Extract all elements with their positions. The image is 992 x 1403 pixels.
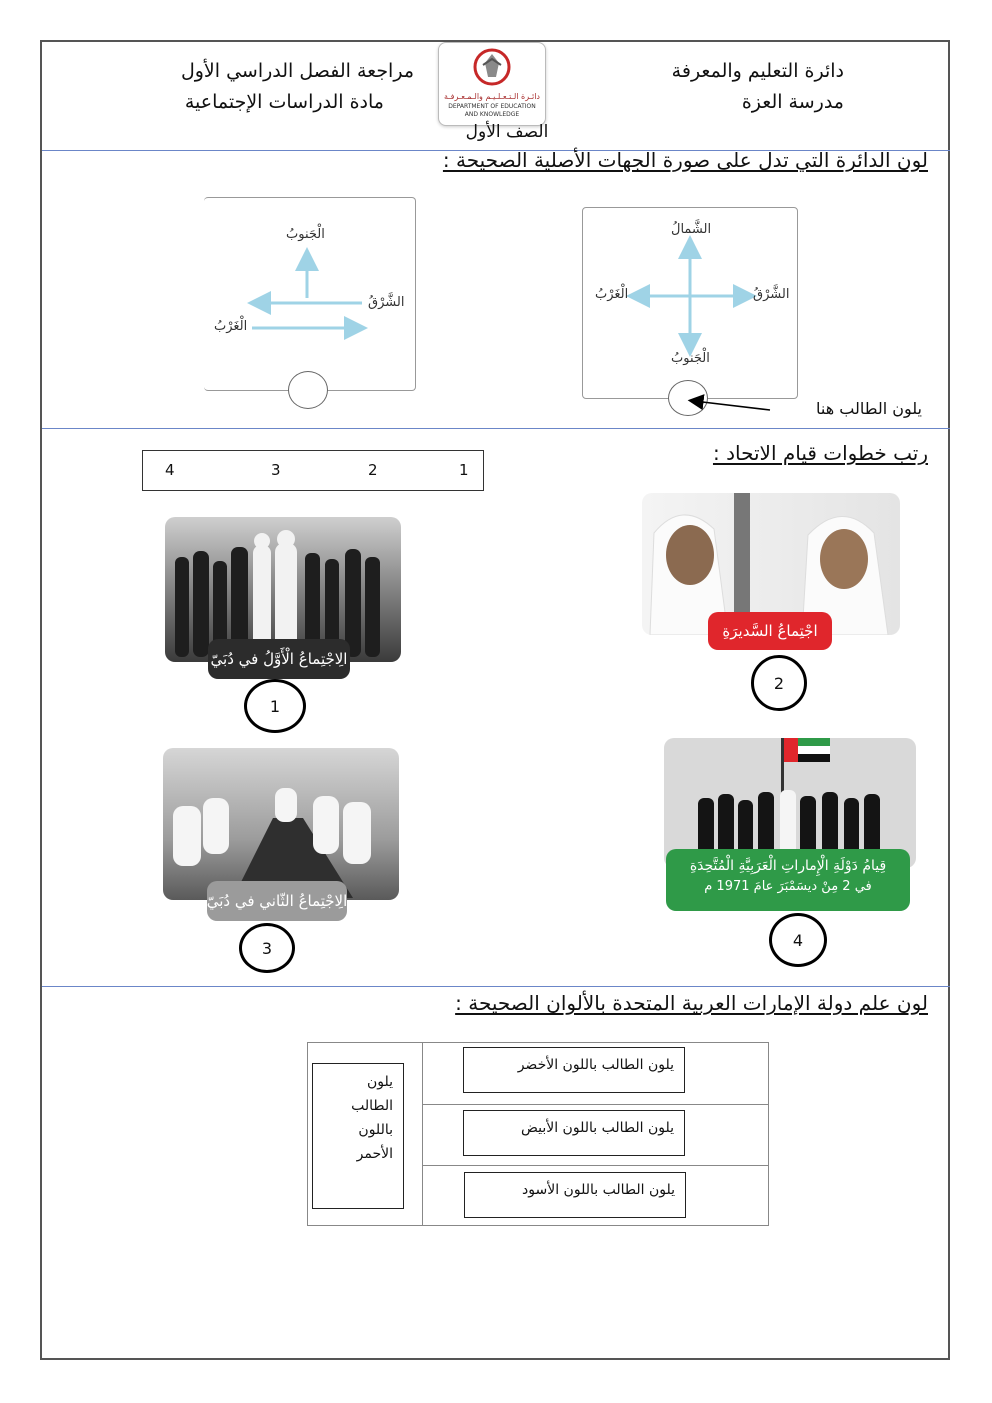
question-2-prompt: رتب خطوات قيام الاتحاد : <box>712 441 928 465</box>
pointer-arrow-icon <box>686 394 776 414</box>
correct-directions-card <box>582 207 798 399</box>
wrong-top-label: الْجَنوبُ <box>286 227 325 242</box>
second-dubai-meeting-caption: الِاجْتِماعُ الثّاني في دُبَيّ <box>207 881 347 921</box>
color-here-hint: يلون الطالب هنا <box>816 399 922 418</box>
review-title: مراجعة الفصل الدراسي الأول <box>180 60 414 82</box>
wrong-right-label: الشَّرْقُ <box>368 295 405 310</box>
north-label: الشَّمالُ <box>671 222 712 237</box>
uae-formation-caption <box>666 849 910 911</box>
uae-formation-caption-line2: في 2 مِنْ ديسَمْبَرَ عامَ 1971 م <box>704 879 872 894</box>
second-dubai-meeting-photo <box>163 748 399 900</box>
logo-english-text-1: DEPARTMENT OF EDUCATION <box>448 103 536 110</box>
red-label-line: الطالب <box>351 1098 393 1114</box>
answer-circle-2[interactable]: 2 <box>751 655 807 711</box>
flag-red-icon <box>784 738 798 762</box>
section-divider <box>42 986 950 987</box>
red-label-line: يلون <box>366 1074 393 1090</box>
logo-arabic-text: دائـرة الـتـعـلـيـم والـمـعـرفـة <box>444 92 540 101</box>
order-slot-4: 4 <box>165 461 175 479</box>
grade-label: الصف الأول <box>465 122 549 142</box>
flag-divider <box>423 1104 768 1105</box>
west-label: الْغَرْبُ <box>595 287 629 302</box>
question-3-prompt: لون علم دولة الإمارات العربية المتحدة بالألوان الصحيحة : <box>455 991 928 1015</box>
department-logo <box>438 42 546 126</box>
east-label: الشَّرْقُ <box>753 287 790 302</box>
order-answer-box[interactable] <box>142 450 484 491</box>
order-slot-3: 3 <box>271 461 281 479</box>
red-band-label-box[interactable] <box>312 1063 404 1209</box>
uae-formation-caption-line1: قِيامُ دَوْلَةِ الْإِماراتِ الْعَرَبِيَّةِ الْمُتَّحِدَةِ <box>689 858 887 874</box>
red-label-line: الأحمر <box>356 1146 393 1162</box>
answer-circle-4[interactable]: 4 <box>769 913 827 967</box>
green-stripe-box[interactable] <box>463 1047 685 1093</box>
answer-circle-3[interactable]: 3 <box>239 923 295 973</box>
order-slot-2: 2 <box>368 461 378 479</box>
subject-name: مادة الدراسات الإجتماعية <box>184 91 384 113</box>
sudaira-meeting-caption: اجْتِماعُ السَّديرَةِ <box>708 612 832 650</box>
falcon-emblem-icon <box>439 43 545 93</box>
flag-divider <box>422 1043 423 1225</box>
order-slot-1: 1 <box>459 461 469 479</box>
black-stripe-box[interactable] <box>464 1172 686 1218</box>
section-divider <box>42 428 950 429</box>
question-1-prompt: لون الدائرة التي تدل على صورة الجهات الأصلية الصحيحة : <box>442 148 928 172</box>
flag-divider <box>423 1165 768 1166</box>
red-label-line: باللون <box>358 1122 393 1138</box>
white-stripe-label: يلون الطالب باللون الأبيض <box>520 1120 674 1136</box>
south-label: الْجَنوبُ <box>671 351 710 366</box>
white-stripe-box[interactable] <box>463 1110 685 1156</box>
black-stripe-label: يلون الطالب باللون الأسود <box>522 1182 675 1198</box>
school-name: مدرسة العزة <box>741 91 844 113</box>
green-stripe-label: يلون الطالب باللون الأخضر <box>517 1057 674 1073</box>
department-name: دائرة التعليم والمعرفة <box>671 60 844 82</box>
logo-english-text-2: AND KNOWLEDGE <box>464 111 520 118</box>
wrong-left-label: الْغَرْبُ <box>214 319 248 334</box>
first-dubai-meeting-caption: الِاجْتِماعُ الْأَوَّلُ في دُبَيّ <box>208 639 350 679</box>
wrong-answer-circle[interactable] <box>288 371 328 409</box>
wrong-directions-card <box>204 197 416 391</box>
meeting-table-scene <box>163 748 399 900</box>
answer-circle-1[interactable]: 1 <box>244 679 306 733</box>
